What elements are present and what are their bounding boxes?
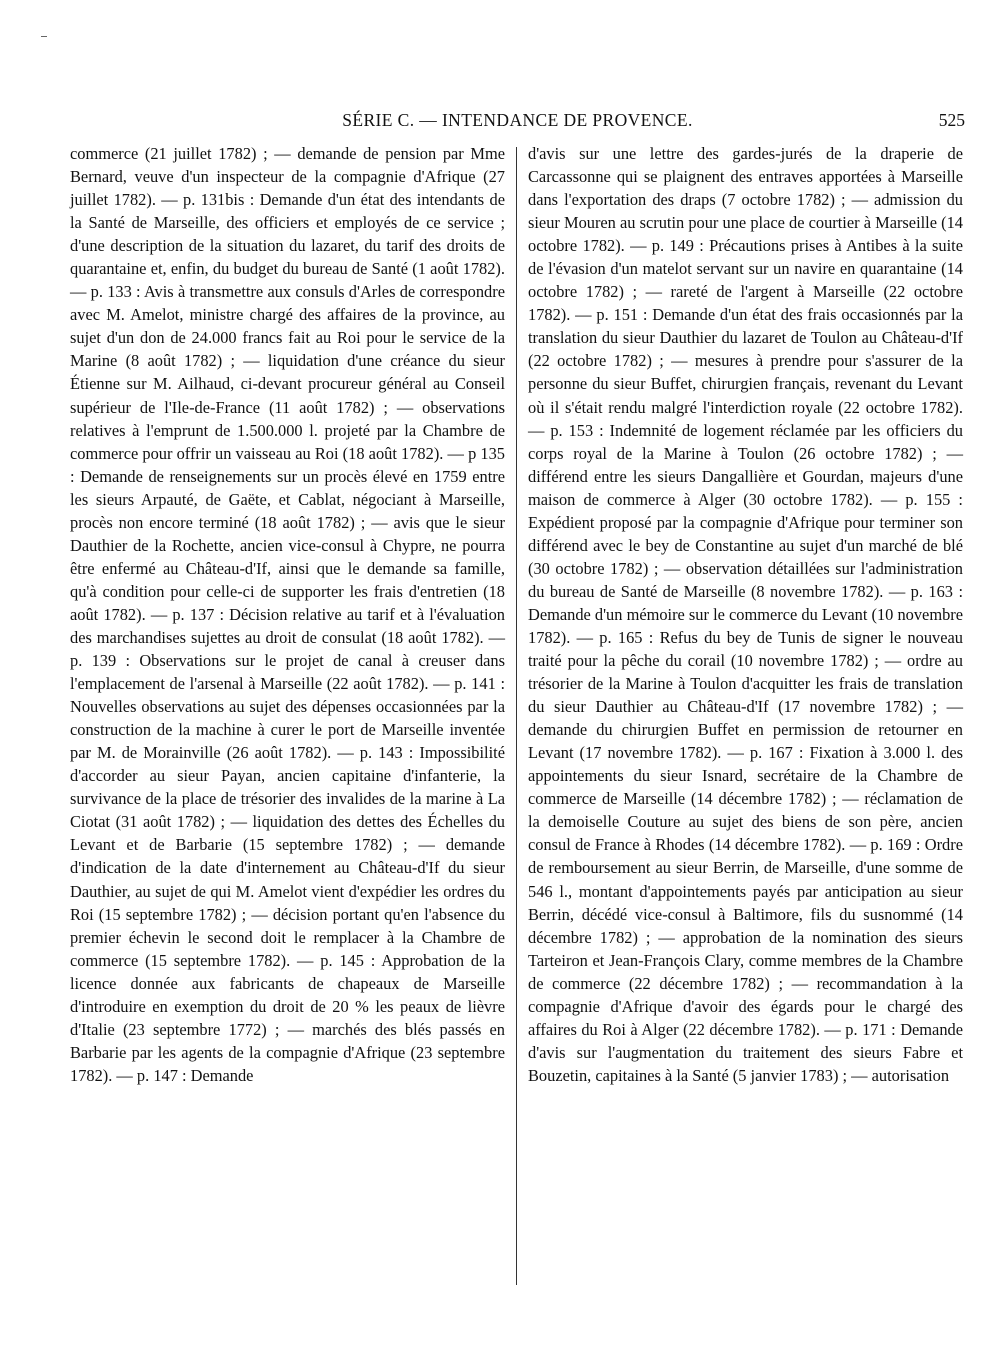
running-title: SÉRIE C. — INTENDANCE DE PROVENCE. [342, 110, 693, 130]
right-column-text: d'avis sur une lettre des gardes-jurés de la draperie de Carcassonne qui se plaignent des entraves apportées à Marseille dans l'exportation des draps (7 octobre 1782) ; — admission du sieur Mouren au scrutin pour une place de courtier à Marseille (14 octobre 1782). — p. 149 : Précautions prises à Antibes à la suite de l'évasion d'un matelot servant sur un navire en quarantaine (14 octobre 1782) ; — rareté de l'argent à Marseille (22 octobre 1782). — p. 151 : Demande d'un état des frais occasionnés par la translation du sieur Dauthier du lazaret de Toulon au Château-d'If (22 octobre 1782) ; — mesures à prendre pour s'assurer de la personne du sieur Buffet, chirurgien français, revenant du Levant où il s'était rendu malgré l'interdiction royale (22 octobre 1782). — p. 153 : Indemnité de logement réclamée par les officiers du corps royal de la Marine à Toulon (26 octobre 1782) ; — différend entre les sieurs Dangallière et Gourdan, majeurs d'une maison de commerce à Alger (30 octobre 1782). — p. 155 : Expédient proposé par la compagnie d'Afrique pour terminer son différend avec le bey de Constantine au sujet d'un marché de blé (30 octobre 1782) ; — observation détaillées sur l'administration du bureau de Santé de Marseille (8 novembre 1782). — p. 163 : Demande d'un mémoire sur le commerce du Levant (10 novembre 1782). — p. 165 : Refus du bey de Tunis de signer le nouveau traité pour la pêche du corail (10 novembre 1782) ; — ordre au trésorier de la Marine à Toulon d'acquitter les frais de translation du sieur Dauthier au Château-d'If (17 novembre 1782) ; — demande du chirurgien Buffet en permission de retourner en Levant (17 novembre 1782). — p. 167 : Fixation à 3.000 l. des appointements du sieur Isnard, secrétaire de la Chambre de commerce de Marseille (14 décembre 1782) ; — réclamation de la demoiselle Couture au sujet des biens de son père, ancien consul de France à Rhodes (14 décembre 1782). — p. 169 : Ordre de remboursement au sieur Berrin, de Marseille, d'une somme de 546 l., montant d'appointements payés par anticipation au sieur Berrin, décédé vice-consul à Baltimore, fils du susnommé (14 décembre 1782) ; — approbation de la nomination des sieurs Tarteiron et Jean-François Clary, comme membres de la Chambre de commerce (22 décembre 1782) ; — recommandation à la compagnie d'Afrique d'avoir des égards pour le chargé des affaires du Roi à Alger (22 décembre 1782). — p. 171 : Demande d'avis sur l'augmentation du traitement des sieurs Fabre et Bouzetin, capitaines à la Santé (5 janvier 1783) ; — autorisation [528, 144, 963, 1085]
column-divider [516, 147, 517, 1285]
page-header [70, 110, 965, 140]
page-number: 525 [938, 110, 965, 130]
scan-mark [41, 36, 47, 37]
left-column-text: commerce (21 juillet 1782) ; — demande de pension par Mme Bernard, veuve d'un inspecteur de la compagnie d'Afrique (27 juillet 1782). — p. 131bis : Demande d'un état des intendants de la Santé de Marseille, des officiers et employés de ce service ; d'une description de la situation du lazaret, du tarif des droits de quarantaine et, enfin, du budget du bureau de Santé (1 août 1782). — p. 133 : Avis à transmettre aux consuls d'Arles de correspondre avec M. Amelot, ministre chargé des affaires de la province, au sujet d'un don de 24.000 francs fait au Roi pour le service de la Marine (8 août 1782) ; — liquidation d'une créance du sieur Étienne sur M. Ailhaud, ci-devant procureur général au Conseil supérieur de l'Ile-de-France (11 août 1782) ; — observations relatives à l'emprunt de 1.500.000 l. projeté par la Chambre de commerce pour offrir un vaisseau au Roi (18 août 1782). — p 135 : Demande de renseignements sur un procès élevé en 1759 entre les sieurs Arpauté, de Gaëte, et Cablat, négociant à Marseille, procès non encore terminé (18 août 1782) ; — avis que le sieur Dauthier de la Rochette, ancien vice-consul à Chypre, ne pourra être enfermé au Château-d'If, ainsi que le demande sa famille, qu'à condition pour celle-ci de supporter les frais d'entretien (18 août 1782). — p. 137 : Décision relative au tarif et à l'évaluation des marchandises sujettes au droit de consulat (18 août 1782). — p. 139 : Observations sur le projet de canal à creuser dans l'emplacement de l'arsenal à Marseille (22 août 1782). — p. 141 : Nouvelles observations au sujet des dépenses occasionnées par la construction de la machine à curer le port de Marseille inventée par M. de Morainville (26 août 1782). — p. 143 : Impossibilité d'accorder au sieur Payan, ancien capitaine d'infanterie, la survivance de la place de trésorier des invalides de la marine à La Ciotat (31 août 1782) ; — liquidation des dettes des Échelles du Levant et de Barbarie (15 septembre 1782) ; — demande d'indication de la date d'internement au Château-d'If du sieur Dauthier, au sujet de qui M. Amelot vient d'expédier les ordres du Roi (15 septembre 1782) ; — décision portant qu'en l'absence du premier échevin le second doit le remplacer à la Chambre de commerce (15 septembre 1782). — p. 145 : Approbation de la licence donnée aux fabricants de chapeaux de Marseille d'introduire en exemption du droit de 20 % les peaux de lièvre d'Italie (23 septembre 1772) ; — marchés des blés passés en Barbarie par les agents de la compagnie d'Afrique (23 septembre 1782). — p. 147 : Demande [70, 144, 505, 1085]
